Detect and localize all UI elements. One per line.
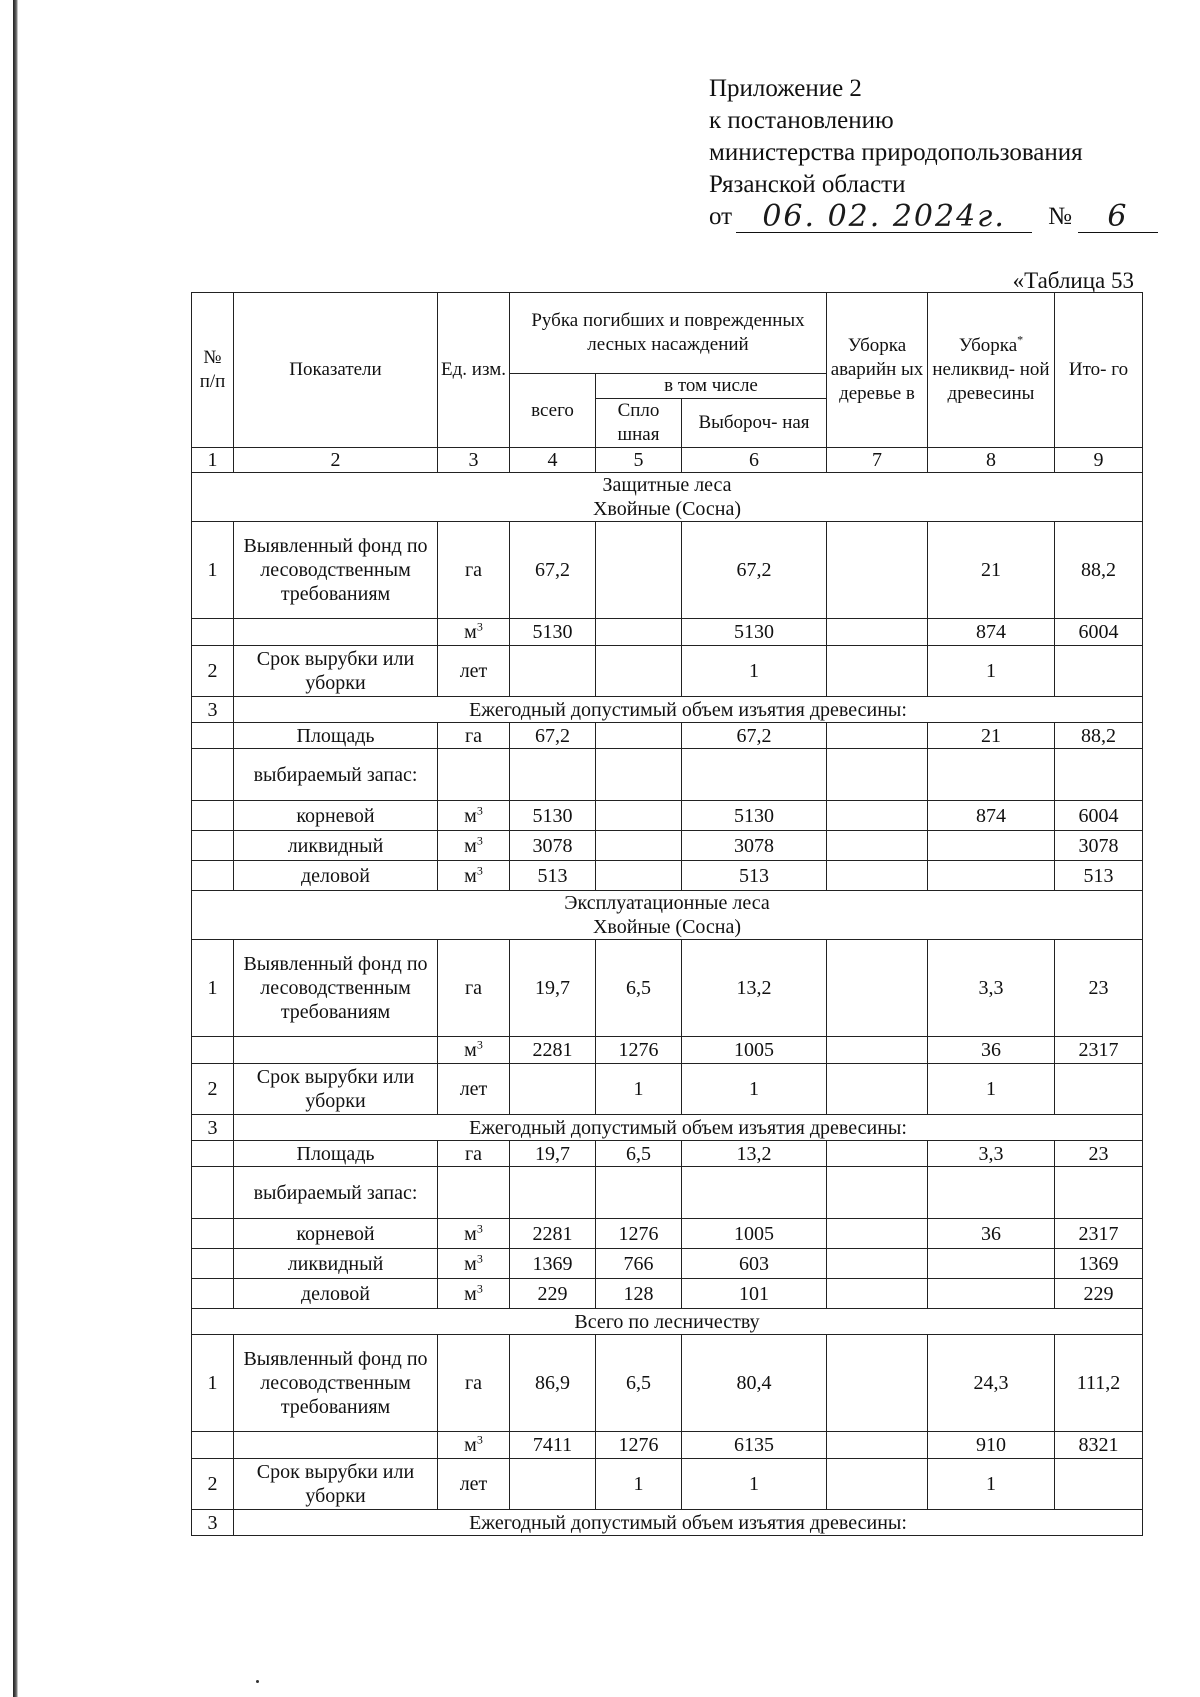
table-label: «Таблица 53 [1012,268,1134,293]
value-cell [827,522,928,619]
unit-cell: лет [438,646,510,697]
table-row [192,749,1143,801]
unit-cell [438,1432,510,1459]
row-number [192,801,234,831]
value-cell: 13,2 [682,1141,827,1167]
row-label [234,1037,438,1064]
value-cell [1055,1167,1143,1219]
value-cell: 3078 [1055,831,1143,861]
row-label: Площадь [234,1141,438,1167]
value-cell: 8321 [1055,1432,1143,1459]
unit-sup: 3 [476,862,483,877]
value-cell: 2281 [510,1037,596,1064]
row-label: Выявленный фонд по лесоводственным требованиям [234,1335,438,1432]
value-cell [596,1167,682,1219]
value-cell: 1 [928,1459,1055,1510]
unit-sup: 3 [476,1432,483,1447]
row-label: деловой [234,861,438,891]
value-cell [928,1249,1055,1279]
section-title-row [192,891,1143,940]
unit-cell [438,749,510,801]
value-cell: 101 [682,1279,827,1309]
value-cell: 1369 [1055,1249,1143,1279]
value-cell [1055,1459,1143,1510]
col-header-including: в том числе [596,374,827,399]
scan-edge [13,0,18,1697]
from-label: от [709,203,733,230]
value-cell [827,940,928,1037]
header-line-resolution: к постановлению [709,107,894,134]
value-cell [827,749,928,801]
annual-label: Ежегодный допустимый объем изъятия древесины: [234,1115,1143,1141]
col-header-total: всего [510,374,596,448]
table-row [192,646,1143,697]
col-header-indicators: Показатели [234,293,438,448]
value-cell: 1 [928,1064,1055,1115]
unit-cell: лет [438,1459,510,1510]
col-number: 9 [1055,448,1143,473]
header-line-region: Рязанской области [709,171,906,198]
value-cell [928,1279,1055,1309]
unit-cell [438,1037,510,1064]
value-cell [827,1219,928,1249]
annual-row [192,1510,1143,1536]
unit-m: м [464,1222,477,1245]
column-number-row [192,448,1143,473]
col-header-clear: Спло шная [596,399,682,448]
row-label: Площадь [234,723,438,749]
col-header-grand-total: Ито- го [1055,293,1143,448]
number-label: № [1048,203,1072,230]
value-cell [1055,749,1143,801]
section-title [192,891,1143,940]
row-label: ликвидный [234,831,438,861]
unit-cell: га [438,1335,510,1432]
unit-sup: 3 [476,802,483,817]
value-cell: 1369 [510,1249,596,1279]
value-cell [596,861,682,891]
value-cell: 23 [1055,940,1143,1037]
unit-cell: га [438,723,510,749]
value-cell: 874 [928,619,1055,646]
value-cell: 67,2 [682,522,827,619]
value-cell: 6004 [1055,619,1143,646]
value-cell [827,801,928,831]
illiquid-label: Уборка [958,335,1018,356]
value-cell: 910 [928,1432,1055,1459]
header-line-ministry: министерства природопользования [709,139,1083,166]
header-date-line [709,201,1158,233]
value-cell: 3078 [682,831,827,861]
row-number [192,1432,234,1459]
value-cell [596,831,682,861]
annual-label: Ежегодный допустимый объем изъятия древесины: [234,1510,1143,1536]
unit-m: м [464,864,477,887]
value-cell: 21 [928,522,1055,619]
value-cell: 603 [682,1249,827,1279]
unit-cell: га [438,522,510,619]
value-cell: 21 [928,723,1055,749]
col-number: 2 [234,448,438,473]
value-cell: 1 [596,1064,682,1115]
row-number [192,831,234,861]
unit-sup: 3 [476,1280,483,1295]
col-header-illiquid [928,293,1055,448]
table-row [192,1249,1143,1279]
table-row [192,723,1143,749]
table-row [192,1167,1143,1219]
value-cell: 5130 [510,619,596,646]
value-cell: 513 [1055,861,1143,891]
unit-cell [438,1249,510,1279]
handwritten-number: 6 [1078,202,1158,233]
value-cell [827,1064,928,1115]
value-cell: 1276 [596,1432,682,1459]
value-cell [827,1279,928,1309]
row-label: деловой [234,1279,438,1309]
value-cell [827,1335,928,1432]
value-cell [682,749,827,801]
value-cell: 88,2 [1055,723,1143,749]
row-label: Срок вырубки или уборки [234,646,438,697]
col-number: 1 [192,448,234,473]
row-label: Срок вырубки или уборки [234,1064,438,1115]
value-cell [510,1167,596,1219]
row-number [192,749,234,801]
table-row [192,522,1143,619]
unit-m: м [464,834,477,857]
row-label: Выявленный фонд по лесоводственным требованиям [234,940,438,1037]
row-number: 3 [192,1510,234,1536]
section-title-line2: Хвойные (Сосна) [592,498,742,520]
section-title-line2: Хвойные (Сосна) [592,916,742,938]
value-cell: 128 [596,1279,682,1309]
row-label: корневой [234,801,438,831]
value-cell [928,831,1055,861]
value-cell [928,749,1055,801]
table-row [192,801,1143,831]
row-number [192,619,234,646]
table-row [192,831,1143,861]
row-number [192,723,234,749]
value-cell [510,749,596,801]
value-cell: 874 [928,801,1055,831]
value-cell: 23 [1055,1141,1143,1167]
value-cell [596,749,682,801]
value-cell: 111,2 [1055,1335,1143,1432]
value-cell [827,831,928,861]
value-cell: 67,2 [682,723,827,749]
value-cell: 3,3 [928,1141,1055,1167]
unit-cell [438,1219,510,1249]
value-cell [827,723,928,749]
value-cell: 13,2 [682,940,827,1037]
unit-sup: 3 [476,1037,483,1052]
value-cell: 1005 [682,1037,827,1064]
col-header-num: № п/п [192,293,234,448]
value-cell: 513 [682,861,827,891]
value-cell: 2317 [1055,1037,1143,1064]
value-cell [827,1432,928,1459]
row-label: Выявленный фонд по лесоводственным требованиям [234,522,438,619]
col-number: 6 [682,448,827,473]
unit-cell [438,1167,510,1219]
row-number: 2 [192,1459,234,1510]
row-label: ликвидный [234,1249,438,1279]
row-number [192,1279,234,1309]
value-cell: 5130 [682,801,827,831]
row-number [192,861,234,891]
row-label [234,619,438,646]
value-cell: 229 [510,1279,596,1309]
value-cell [827,1249,928,1279]
section-title-line1: Эксплуатационные леса [564,892,770,914]
col-number: 4 [510,448,596,473]
row-label: Срок вырубки или уборки [234,1459,438,1510]
value-cell [827,646,928,697]
section-title-row [192,1309,1143,1335]
value-cell [827,861,928,891]
annual-row [192,697,1143,723]
table-row [192,1432,1143,1459]
row-label: выбираемый запас: [234,749,438,801]
value-cell: 6,5 [596,1141,682,1167]
table-row [192,1219,1143,1249]
value-cell: 1276 [596,1219,682,1249]
value-cell [510,1064,596,1115]
value-cell: 2317 [1055,1219,1143,1249]
row-label: выбираемый запас: [234,1167,438,1219]
row-number [192,1249,234,1279]
value-cell [510,646,596,697]
row-label [234,1432,438,1459]
value-cell: 229 [1055,1279,1143,1309]
row-number: 1 [192,1335,234,1432]
row-number: 1 [192,940,234,1037]
section-title-row [192,473,1143,522]
value-cell [682,1167,827,1219]
section-title-line1: Защитные леса [602,474,732,496]
annual-label: Ежегодный допустимый объем изъятия древесины: [234,697,1143,723]
table-row [192,1141,1143,1167]
value-cell: 5130 [510,801,596,831]
value-cell: 67,2 [510,723,596,749]
unit-m: м [464,1252,477,1275]
value-cell: 24,3 [928,1335,1055,1432]
value-cell: 1 [928,646,1055,697]
value-cell: 67,2 [510,522,596,619]
unit-cell [438,801,510,831]
value-cell [1055,1064,1143,1115]
row-number [192,1037,234,1064]
col-header-emergency: Уборка аварийн ых деревье в [827,293,928,448]
value-cell: 88,2 [1055,522,1143,619]
row-number: 3 [192,697,234,723]
row-number [192,1219,234,1249]
value-cell [928,1167,1055,1219]
row-number: 3 [192,1115,234,1141]
value-cell: 19,7 [510,940,596,1037]
unit-m: м [464,1282,477,1305]
value-cell [827,619,928,646]
document-header [709,73,1158,233]
unit-sup: 3 [476,1220,483,1235]
value-cell [827,1167,928,1219]
value-cell: 6135 [682,1432,827,1459]
unit-cell [438,861,510,891]
unit-sup: 3 [476,832,483,847]
value-cell [596,646,682,697]
value-cell [596,522,682,619]
unit-m: м [464,621,477,643]
value-cell: 2281 [510,1219,596,1249]
row-number [192,1141,234,1167]
unit-m: м [464,1039,477,1061]
value-cell: 86,9 [510,1335,596,1432]
value-cell: 1 [682,646,827,697]
unit-m: м [464,1434,477,1456]
table-row [192,861,1143,891]
unit-sup: 3 [476,619,483,634]
col-header-felling: Рубка погибших и поврежденных лесных насаждений [510,293,827,374]
unit-cell [438,1279,510,1309]
row-number: 2 [192,646,234,697]
row-number: 2 [192,1064,234,1115]
table-row [192,1064,1143,1115]
value-cell: 5130 [682,619,827,646]
table-row [192,1279,1143,1309]
row-number: 1 [192,522,234,619]
value-cell: 6004 [1055,801,1143,831]
scan-speck [256,1680,259,1683]
value-cell: 80,4 [682,1335,827,1432]
unit-cell [438,619,510,646]
value-cell: 1276 [596,1037,682,1064]
value-cell: 36 [928,1219,1055,1249]
value-cell: 19,7 [510,1141,596,1167]
value-cell: 1005 [682,1219,827,1249]
unit-cell: га [438,1141,510,1167]
col-number: 3 [438,448,510,473]
unit-m: м [464,804,477,827]
illiquid-label-rest: неликвид- ной древесины [932,359,1050,404]
value-cell: 766 [596,1249,682,1279]
value-cell [1055,646,1143,697]
unit-cell: лет [438,1064,510,1115]
col-header-selective: Выбороч- ная [682,399,827,448]
value-cell: 6,5 [596,1335,682,1432]
value-cell: 36 [928,1037,1055,1064]
felling-table [191,292,1143,1536]
section-title: Всего по лесничеству [192,1309,1143,1335]
section-title [192,473,1143,522]
value-cell: 1 [682,1459,827,1510]
value-cell [596,723,682,749]
value-cell [596,801,682,831]
annual-row [192,1115,1143,1141]
unit-sup: 3 [476,1250,483,1265]
table-row [192,1335,1143,1432]
header-line-appendix: Приложение 2 [709,75,862,102]
value-cell [596,619,682,646]
value-cell [928,861,1055,891]
col-number: 7 [827,448,928,473]
unit-cell [438,831,510,861]
col-number: 5 [596,448,682,473]
col-header-unit: Ед. изм. [438,293,510,448]
table-row [192,1459,1143,1510]
table-row [192,1037,1143,1064]
row-number [192,1167,234,1219]
value-cell [827,1459,928,1510]
table-row [192,619,1143,646]
value-cell: 1 [682,1064,827,1115]
value-cell [827,1141,928,1167]
value-cell: 3078 [510,831,596,861]
value-cell: 7411 [510,1432,596,1459]
value-cell: 3,3 [928,940,1055,1037]
value-cell: 1 [596,1459,682,1510]
value-cell: 513 [510,861,596,891]
value-cell: 6,5 [596,940,682,1037]
value-cell [827,1037,928,1064]
table-row [192,940,1143,1037]
col-number: 8 [928,448,1055,473]
unit-cell: га [438,940,510,1037]
row-label: корневой [234,1219,438,1249]
handwritten-date: 06. 02. 2024г. [736,202,1032,233]
illiquid-footnote-star: * [1017,332,1024,347]
value-cell [510,1459,596,1510]
